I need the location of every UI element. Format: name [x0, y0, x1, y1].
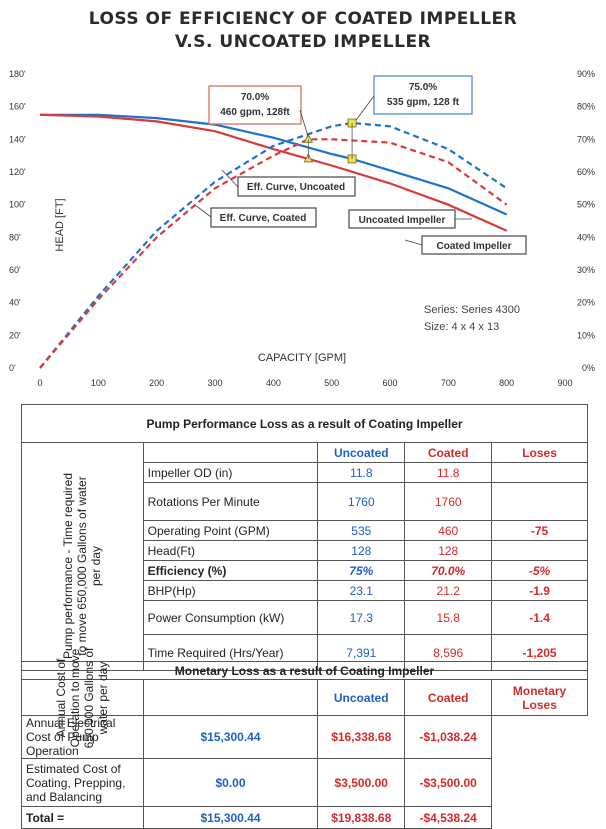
performance-row-label: Rotations Per Minute	[143, 483, 318, 521]
y-tick-label: 0'	[9, 363, 16, 373]
performance-uncoated-value: 75%	[318, 561, 405, 581]
performance-loses-value: -1.4	[492, 601, 588, 635]
performance-coated-value: 15.8	[405, 601, 492, 635]
performance-loses-value: -1.9	[492, 581, 588, 601]
money-header-uncoated: Uncoated	[318, 680, 405, 716]
performance-side-label: Pump performance - Time required to move 650,000 Gallons of water per day	[61, 473, 104, 660]
performance-row-label: Efficiency (%)	[143, 561, 318, 581]
x-tick-label: 500	[324, 378, 340, 388]
performance-row	[22, 463, 588, 483]
y2-tick-label: 50%	[576, 199, 595, 210]
monetary-uncoated-value: $15,300.44	[143, 807, 318, 829]
performance-uncoated-value: 17.3	[318, 601, 405, 635]
x-tick-label: 900	[557, 378, 573, 388]
monetary-side-label: Annual Cost of Operation to move 650,000 Gallons of water per day	[54, 647, 111, 748]
col-header-loses: Loses	[492, 443, 588, 463]
performance-coated-value: 8,596	[405, 635, 492, 671]
performance-coated-value: 70.0%	[405, 561, 492, 581]
performance-uncoated-value: 7,391	[318, 635, 405, 671]
y2-tick-label: 90%	[576, 69, 595, 79]
y2-tick-label: 20%	[576, 297, 595, 308]
x-tick-label: 400	[265, 378, 281, 388]
performance-loses-value: -75	[492, 521, 588, 541]
y2-tick-label: 0%	[581, 363, 595, 373]
eff-coated-leader	[195, 205, 211, 217]
y-axis-label: HEAD [FT]	[54, 198, 66, 252]
monetary-row	[22, 807, 588, 829]
performance-row-label: Operating Point (GPM)	[143, 521, 318, 541]
y2-tick-label: 30%	[576, 265, 595, 275]
monetary-row-label: Estimated Cost of Coating, Prepping, and Balancing	[22, 759, 144, 807]
coated-callout-line2: 460 gpm, 128ft	[220, 107, 290, 118]
performance-uncoated-value: 535	[318, 521, 405, 541]
uncoated-callout-line2: 535 gpm, 128 ft	[386, 97, 460, 108]
performance-uncoated-value: 11.8	[318, 463, 405, 483]
uncoated-impeller-label: Uncoated Impeller	[358, 215, 446, 226]
coated-impeller-label: Coated Impeller	[436, 241, 512, 252]
chart-title-line2: V.S. UNCOATED IMPELLER	[174, 32, 432, 52]
y-tick-label: 100'	[9, 199, 26, 210]
y-tick-label: 20'	[9, 330, 21, 341]
y2-tick-label: 60%	[576, 167, 595, 177]
y2-tick-label: 80%	[576, 101, 595, 112]
performance-row-label: BHP(Hp)	[143, 581, 318, 601]
monetary-table-title: Monetary Loss as a result of Coating Impeller	[22, 662, 588, 680]
series-note-line2: Size: 4 x 4 x 13	[424, 321, 500, 333]
monetary-coated-value: $3,500.00	[318, 759, 405, 807]
monetary-coated-value: $16,338.68	[318, 716, 405, 759]
performance-uncoated-value: 23.1	[318, 581, 405, 601]
col-header-coated: Coated	[405, 443, 492, 463]
performance-row-label: Time Required (Hrs/Year)	[143, 635, 318, 671]
performance-coated-value: 460	[405, 521, 492, 541]
coated-impeller-leader	[405, 240, 422, 245]
monetary-uncoated-value: $0.00	[143, 759, 318, 807]
y-tick-label: 140'	[9, 134, 26, 145]
monetary-row-label: Total =	[22, 807, 144, 829]
x-tick-label: 300	[207, 378, 223, 388]
monetary-coated-value: $19,838.68	[318, 807, 405, 829]
performance-table	[21, 404, 588, 671]
y-tick-label: 160'	[9, 101, 26, 112]
performance-coated-value: 1760	[405, 483, 492, 521]
eff-coated-label: Eff. Curve, Coated	[219, 213, 307, 224]
money-header-coated: Coated	[405, 680, 492, 716]
performance-uncoated-value: 128	[318, 541, 405, 561]
performance-loses-value: -1,205	[492, 635, 588, 671]
x-tick-label: 700	[440, 378, 456, 388]
x-tick-label: 600	[382, 378, 398, 388]
x-tick-label: 200	[149, 378, 165, 388]
monetary-loses-value: -$1,038.24	[405, 716, 492, 759]
y2-tick-label: 70%	[576, 134, 595, 145]
series-note-line1: Series: Series 4300	[424, 304, 520, 316]
performance-loses-value	[492, 541, 588, 561]
x-tick-label: 100	[90, 378, 106, 388]
monetary-loses-value: -$4,538.24	[405, 807, 492, 829]
y-tick-label: 60'	[9, 265, 21, 275]
performance-row-label: Power Consumption (kW)	[143, 601, 318, 635]
y2-tick-label: 40%	[576, 232, 595, 243]
uncoated-callout-line1: 75.0%	[408, 82, 438, 93]
eff-uncoated-label: Eff. Curve, Uncoated	[246, 182, 346, 193]
x-axis-label: CAPACITY [GPM]	[257, 352, 347, 364]
monetary-loses-value: -$3,500.00	[405, 759, 492, 807]
performance-loses-value	[492, 483, 588, 521]
monetary-row	[22, 759, 588, 807]
y-tick-label: 180'	[9, 69, 26, 79]
performance-row-label: Head(Ft)	[143, 541, 318, 561]
performance-loses-value: -5%	[492, 561, 588, 581]
monetary-uncoated-value: $15,300.44	[143, 716, 318, 759]
x-tick-label: 0	[37, 378, 43, 388]
col-header-uncoated: Uncoated	[318, 443, 405, 463]
performance-loses-value	[492, 463, 588, 483]
monetary-row-label: Annual Electrical Cost of Pump Operation	[22, 716, 144, 759]
uncoated-callout-leader	[356, 96, 374, 120]
x-tick-label: 800	[499, 378, 515, 388]
coated-callout-line1: 70.0%	[240, 92, 270, 103]
y-tick-label: 80'	[9, 232, 21, 243]
pump-curve-chart	[0, 0, 606, 400]
y2-tick-label: 10%	[576, 330, 595, 341]
y-tick-label: 40'	[9, 297, 21, 308]
chart-title-line1: LOSS OF EFFICIENCY OF COATED IMPELLER	[88, 9, 518, 29]
y-tick-label: 120'	[9, 167, 26, 177]
performance-table-title: Pump Performance Loss as a result of Coating Impeller	[22, 405, 588, 443]
performance-coated-value: 128	[405, 541, 492, 561]
money-header-loses: Monetary Loses	[492, 680, 588, 716]
performance-coated-value: 21.2	[405, 581, 492, 601]
performance-row-label: Impeller OD (in)	[143, 463, 318, 483]
performance-coated-value: 11.8	[405, 463, 492, 483]
performance-uncoated-value: 1760	[318, 483, 405, 521]
